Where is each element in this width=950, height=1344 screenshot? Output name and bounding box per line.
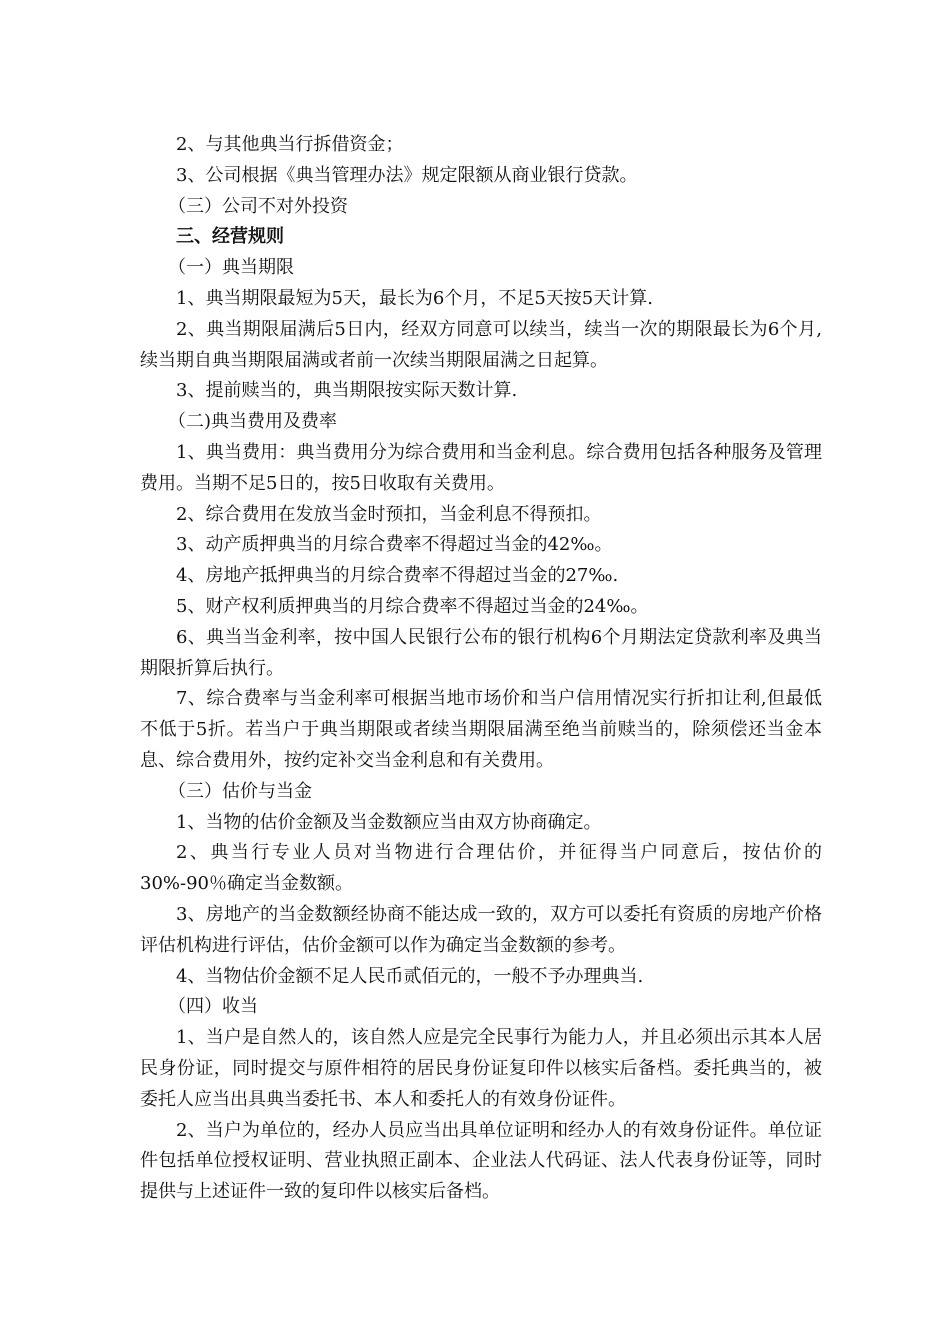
paragraph: 1、当物的估价金额及当金数额应当由双方协商确定。 xyxy=(176,811,602,833)
paragraph: 3、公司根据《典当管理办法》规定限额从商业银行贷款。 xyxy=(176,164,638,186)
subsection-heading: （四）收当 xyxy=(168,996,258,1018)
paragraph: 2、典当行专业人员对当物进行合理估价，并征得当户同意后，按估价的30%-90％确定当金数额。 xyxy=(140,842,822,895)
section-heading: 三、经营规则 xyxy=(176,226,284,248)
paragraph: 3、房地产的当金数额经协商不能达成一致的，双方可以委托有资质的房地产价格评估机构进行评估，估价金额可以作为确定当金数额的参考。 xyxy=(140,903,822,956)
paragraph: 1、当户是自然人的，该自然人应是完全民事行为能力人，并且必须出示其本人居民身份证，同时提交与原件相符的居民身份证复印件以核实后备档。委托典当的，被委托人应当出具典当委托书、本人和委托人的有效身份证件。 xyxy=(140,1027,822,1110)
paragraph: 3、提前赎当的，典当期限按实际天数计算. xyxy=(176,380,518,402)
paragraph: 2、当户为单位的，经办人员应当出具单位证明和经办人的有效身份证件。单位证件包括单位授权证明、营业执照正副本、企业法人代码证、法人代表身份证等，同时提供与上述证件一致的复印件以核实后备档。 xyxy=(140,1119,822,1203)
paragraph: 3、动产质押典当的月综合费率不得超过当金的42‰。 xyxy=(176,534,613,556)
subsection-heading: （三）估价与当金 xyxy=(168,780,312,802)
paragraph: 1、典当期限最短为5天，最长为6个月，不足5天按5天计算. xyxy=(176,287,653,309)
paragraph: 4、当物估价金额不足人民币贰佰元的，一般不予办理典当. xyxy=(176,965,644,987)
paragraph: 6、典当当金利率，按中国人民银行公布的银行机构6个月期法定贷款利率及典当期限折算后执行。 xyxy=(140,626,822,679)
subsection-heading: （二)典当费用及费率 xyxy=(168,411,338,433)
paragraph: 1、典当费用：典当费用分为综合费用和当金利息。综合费用包括各种服务及管理费用。当期不足5日的，按5日收取有关费用。 xyxy=(140,441,822,494)
paragraph: 7、综合费率与当金利率可根据当地市场价和当户信用情况实行折扣让利,但最低不低于5折。若当户于典当期限或者续当期限届满至绝当前赎当的，除须偿还当金本息、综合费用外，按约定补交当金利息和有关费用。 xyxy=(140,688,822,771)
paragraph: 2、综合费用在发放当金时预扣，当金利息不得预扣。 xyxy=(176,503,602,525)
paragraph: 2、与其他典当行拆借资金； xyxy=(176,134,404,155)
subsection-heading: （三）公司不对外投资 xyxy=(168,195,348,217)
paragraph: 4、房地产抵押典当的月综合费率不得超过当金的27‰. xyxy=(176,565,619,587)
paragraph: 2、典当期限届满后5日内，经双方同意可以续当，续当一次的期限最长为6个月,续当期自典当期限届满或者前一次续当期限届满之日起算。 xyxy=(140,318,822,371)
subsection-heading: （一）典当期限 xyxy=(168,257,294,279)
paragraph: 5、财产权利质押典当的月综合费率不得超过当金的24‰。 xyxy=(176,595,649,617)
